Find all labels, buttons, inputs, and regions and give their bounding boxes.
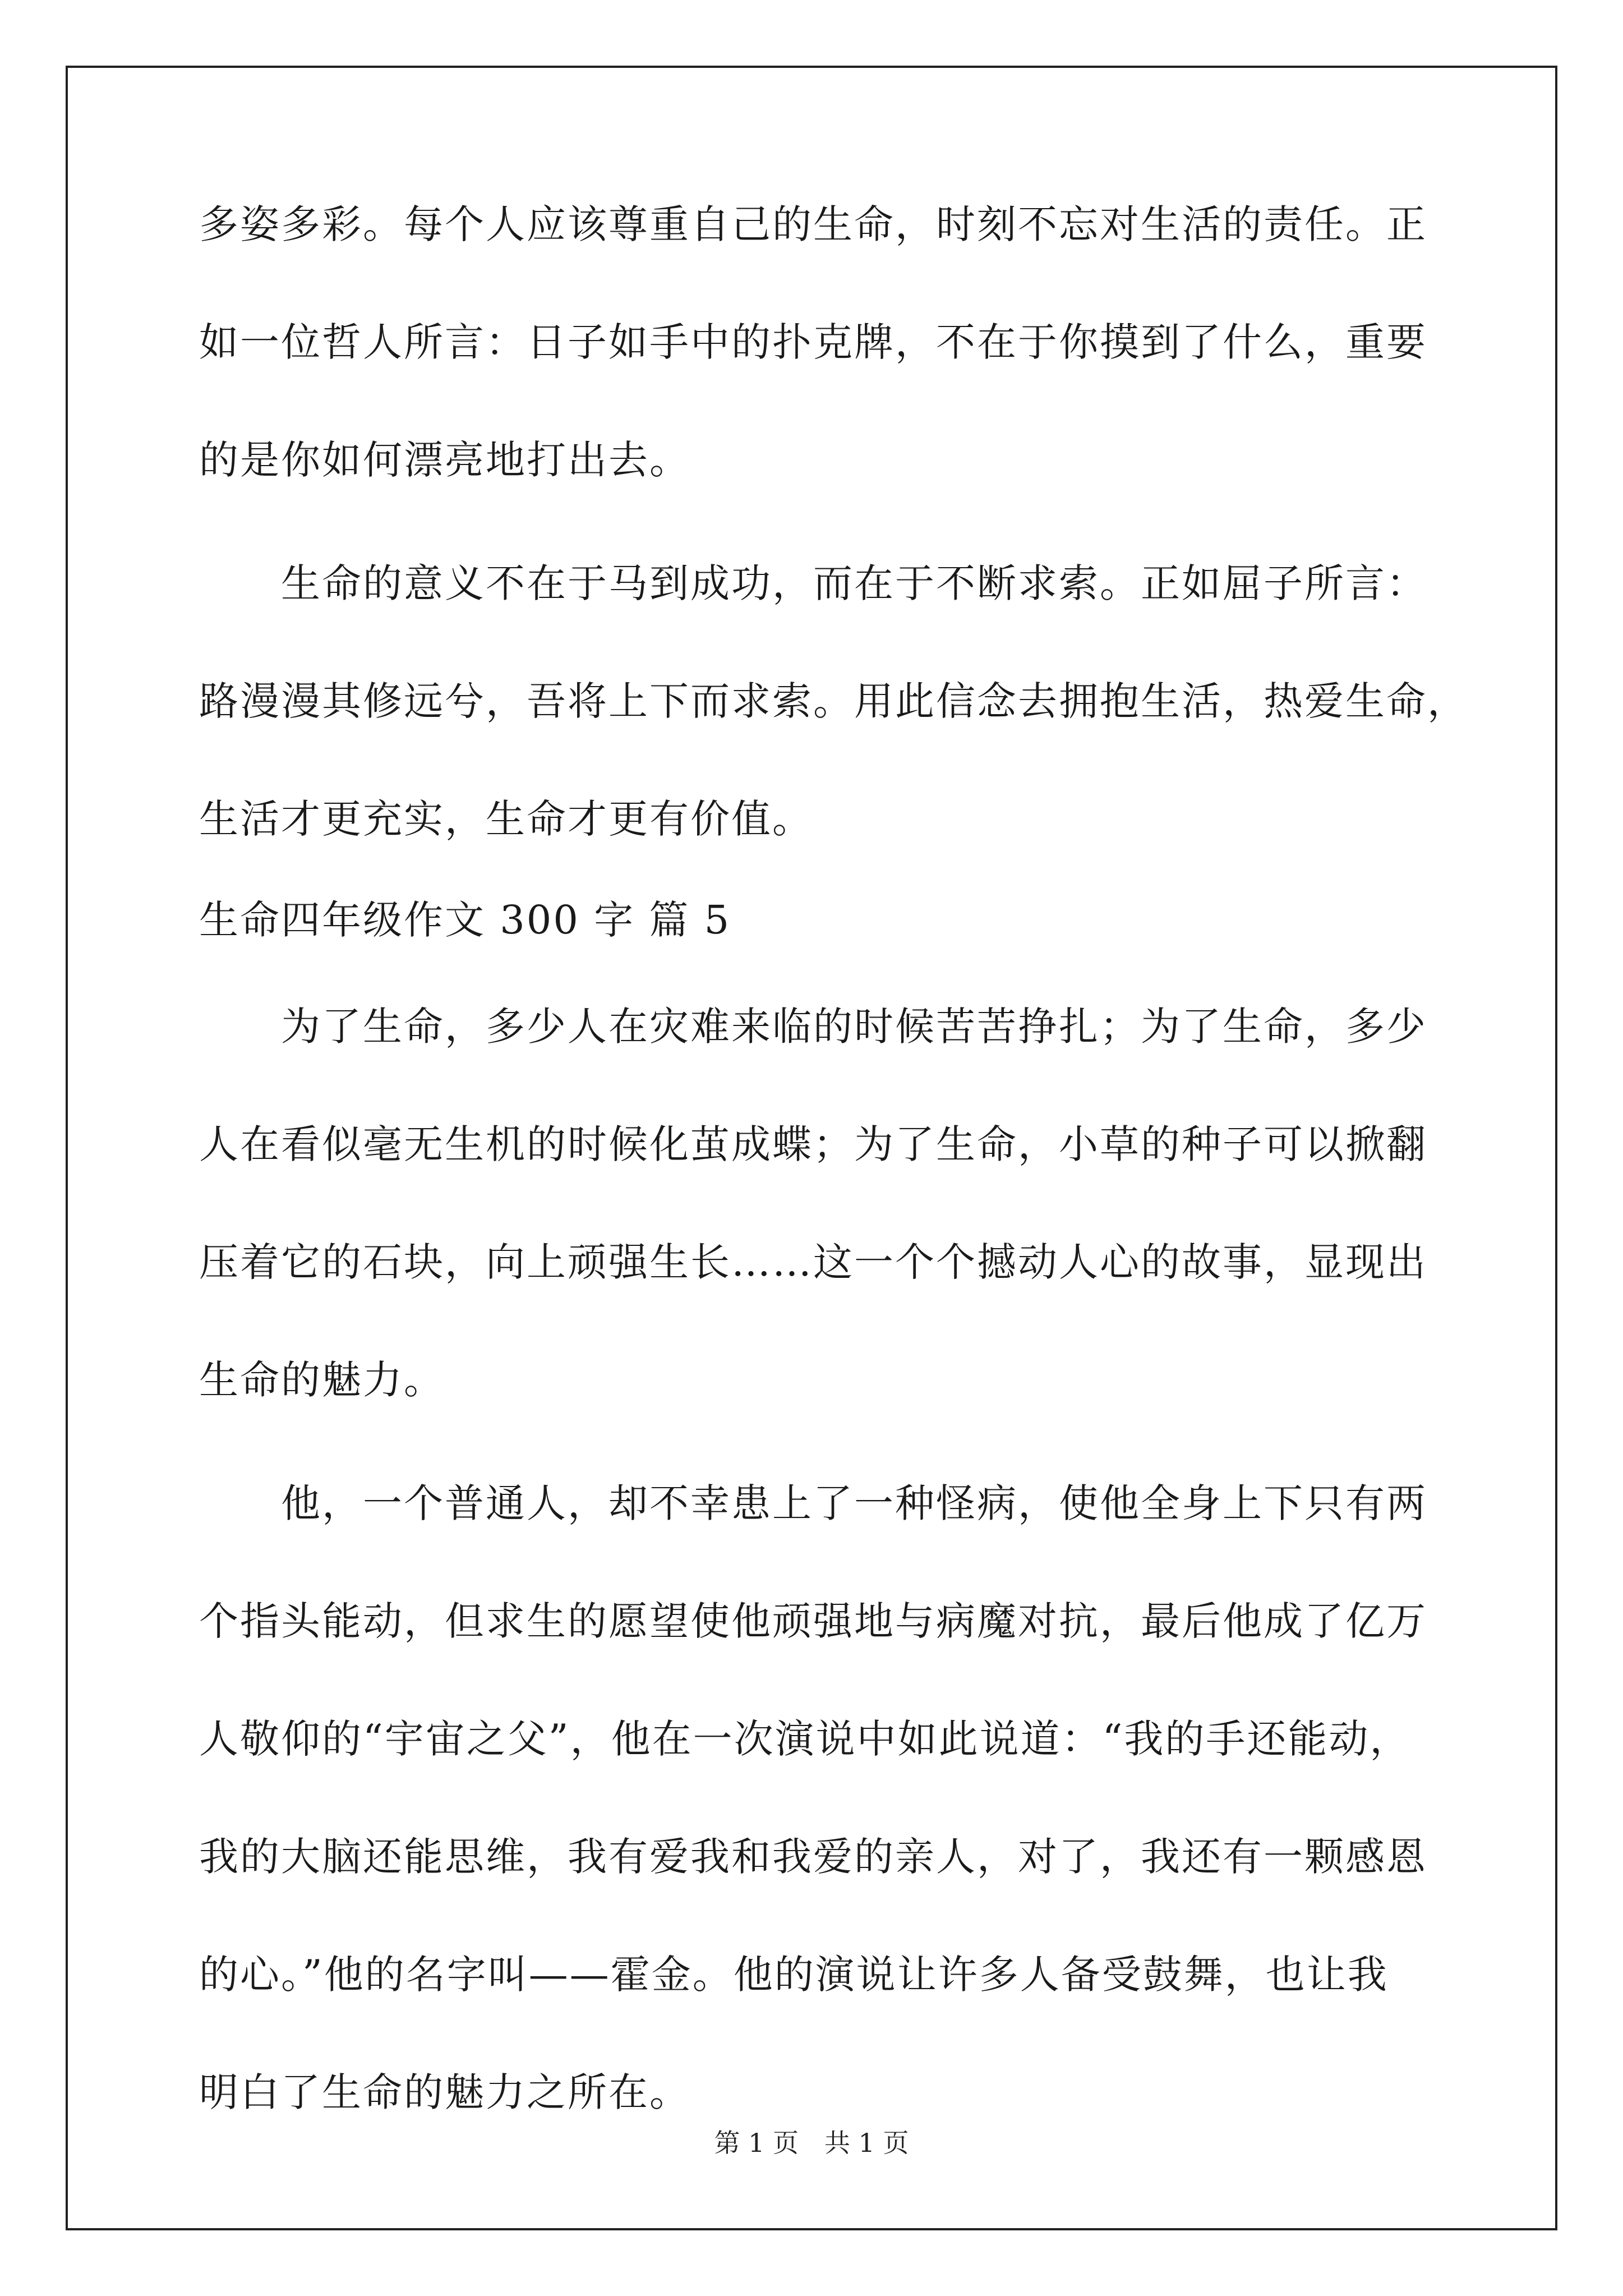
text-line: 生活才更充实，生命才更有价值。	[199, 796, 813, 842]
text-line: 他，一个普通人，却不幸患上了一种怪病，使他全身上下只有两	[199, 1480, 1427, 1526]
text-line: 个指头能动，但求生的愿望使他顽强地与病魔对抗，最后他成了亿万	[199, 1598, 1427, 1644]
page-footer: 第 1 页 共 1 页	[714, 2128, 909, 2158]
text-line: 路漫漫其修远兮，吾将上下而求索。用此信念去拥抱生活，热爱生命，	[199, 678, 1468, 724]
text-line: 明白了生命的魅力之所在。	[199, 2069, 690, 2115]
text-line: 压着它的石块，向上顽强生长……这一个个撼动人心的故事，显现出	[199, 1239, 1427, 1285]
text-line: 的心。”他的名字叫——霍金。他的演说让许多人备受鼓舞，也让我	[199, 1952, 1389, 1998]
text-line: 我的大脑还能思维，我有爱我和我爱的亲人，对了，我还有一颗感恩	[199, 1834, 1427, 1880]
text-line: 如一位哲人所言：日子如手中的扑克牌，不在于你摸到了什么，重要	[199, 319, 1427, 365]
text-line: 为了生命，多少人在灾难来临的时候苦苦挣扎；为了生命，多少	[199, 1004, 1427, 1050]
text-line: 生命的意义不在于马到成功，而在于不断求索。正如屈子所言：	[199, 560, 1427, 606]
text-line: 生命的魅力。	[199, 1357, 445, 1403]
section-heading: 生命四年级作文 300 字 篇 5	[199, 897, 731, 943]
text-line: 人在看似毫无生机的时候化茧成蝶；为了生命，小草的种子可以掀翻	[199, 1121, 1427, 1167]
text-line: 多姿多彩。每个人应该尊重自己的生命，时刻不忘对生活的责任。正	[199, 201, 1427, 247]
text-line: 人敬仰的“宇宙之父”，他在一次演说中如此说道：“我的手还能动，	[199, 1716, 1411, 1762]
text-line: 的是你如何漂亮地打出去。	[199, 437, 690, 483]
